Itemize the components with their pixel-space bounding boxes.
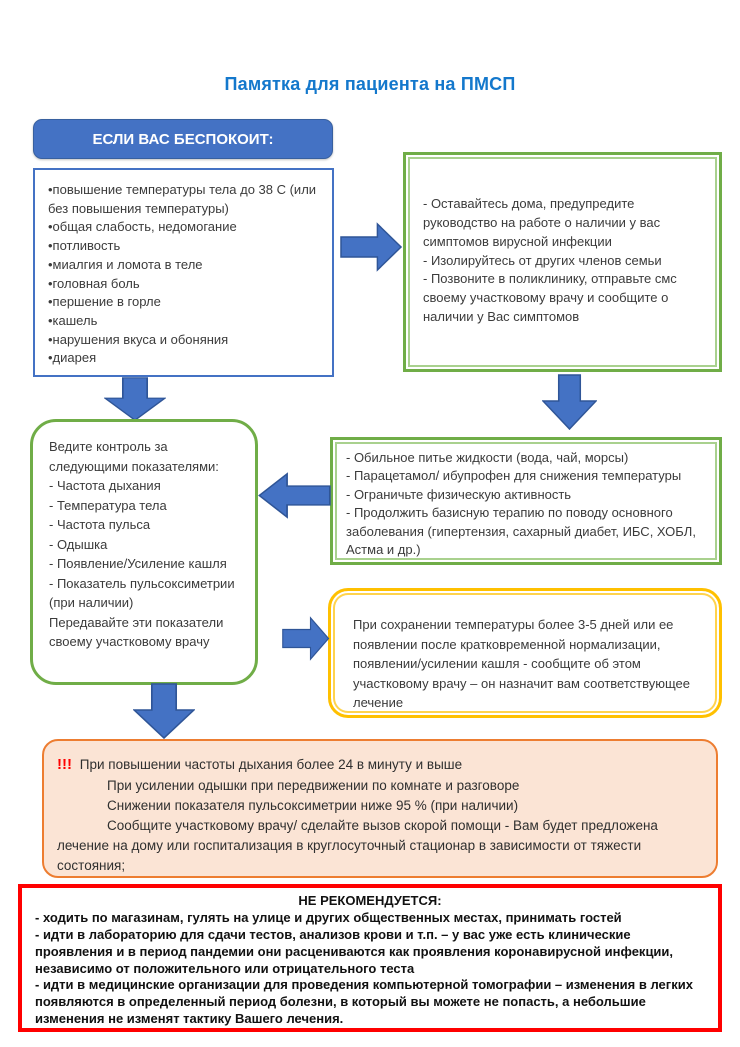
treatment-item: - Парацетамол/ ибупрофен для снижения температуры [346,468,682,484]
if-you-are-worried-header [33,119,333,159]
monitoring-line: - Температура тела [49,497,167,513]
monitoring-line: Передавайте эти показатели своему участковому врачу [49,614,224,649]
not-recommended-box [18,884,722,1032]
monitoring-line: - Показатель пульсоксиметрии (при наличии) [49,575,235,610]
symptoms-box [33,168,334,377]
arrow-down-icon [542,374,597,430]
symptom-item: •миалгия и ломота в теле [48,256,203,272]
monitoring-line: - Частота дыхания [49,478,161,493]
not-recommended-item: - идти в медицинские организации для проведения компьютерной томографии – изменения в легких появляются в определенный период болезни, в который вы можете не попасть, а небольшие изменения не изменят тактику Вашего лечения. [35,977,693,1027]
warning-line: Снижении показателя пульсоксиметрии ниже 95 % (при наличии) [107,798,519,814]
page-title: Памятка для пациента на ПМСП [224,74,516,94]
treatment-item: - Ограничьте физическую активность [346,486,572,502]
arrow-left-icon [257,472,331,519]
symptom-item: •першение в горле [48,294,161,310]
exclamation-icon: !!! [57,756,72,773]
not-recommended-item: - ходить по магазинам, гулять на улице и других общественных местах, принимать гостей [35,909,622,925]
persistent-fever-text: При сохранении температуры более 3-5 дней или ее появлении после кратковременной нормализации, появлении/усилении кашля - сообщите об этом участковому врачу – он назначит вам соответствующее лечение [353,617,690,710]
danger-signs-box [42,739,718,878]
treatment-item: - Продолжить базисную терапию по поводу основного заболевания (гипертензия, сахарный диабет, ИБС, ХОБЛ, Астма и др.) [346,505,696,558]
treatment-box [330,437,722,565]
monitoring-line: - Частота пульса [49,517,151,532]
isolation-item: - Изолируйтесь от других членов семьи [423,252,662,268]
monitoring-line: Ведите контроль за следующими показателями: [49,439,219,474]
arrow-right-icon [282,616,330,661]
isolation-item: - Оставайтесь дома, предупредите руководство на работе о наличии у вас симптомов вирусной инфекции [423,196,661,249]
monitoring-box [30,419,258,685]
symptom-item: •общая слабость, недомогание [48,219,237,235]
arrow-right-icon [340,222,403,272]
arrow-down-icon [133,683,195,739]
symptom-item: •кашель [48,313,98,329]
symptom-item: •диарея [48,350,97,366]
stay-home-box [403,152,722,372]
isolation-item: - Позвоните в поликлинику, отправьте смс своему участковому врачу и сообщите о наличии у Вас симптомов [423,271,677,325]
persistent-fever-box [328,588,722,718]
warning-text: При повышении частоты дыхания более 24 в минуту и выше [79,757,463,772]
warning-line [57,754,700,776]
arrow-down-icon [104,377,166,421]
warning-line: При усилении одышки при передвижении по комнате и разговоре [107,778,520,794]
header-label: ЕСЛИ ВАС БЕСПОКОИТ: [92,130,274,148]
treatment-item: - Обильное питье жидкости (вода, чай, морсы) [346,450,629,465]
symptom-item: •нарушения вкуса и обоняния [48,331,229,347]
symptom-item: •головная боль [48,275,140,291]
monitoring-line: - Появление/Усиление кашля [49,556,227,571]
not-recommended-item: - идти в лабораторию для сдачи тестов, анализов крови и т.п. – у вас уже есть клинические проявления и в период пандемии они расцениваются как проявления коронавирусной инфекции, независимо от положительного или отрицательного теста [35,926,674,976]
not-recommended-title: НЕ РЕКОМЕНДУЕТСЯ: [298,893,442,908]
symptom-item: •потливость [48,238,121,254]
monitoring-line: - Одышка [49,536,108,552]
warning-line: Сообщите участковому врачу/ сделайте вызов скорой помощи - Вам будет предложена лечение на дому или госпитализация в круглосуточный стационар в зависимости от тяжести состояния; [57,818,658,874]
symptom-item: •повышение температуры тела до 38 С (или без повышения температуры) [48,182,317,216]
